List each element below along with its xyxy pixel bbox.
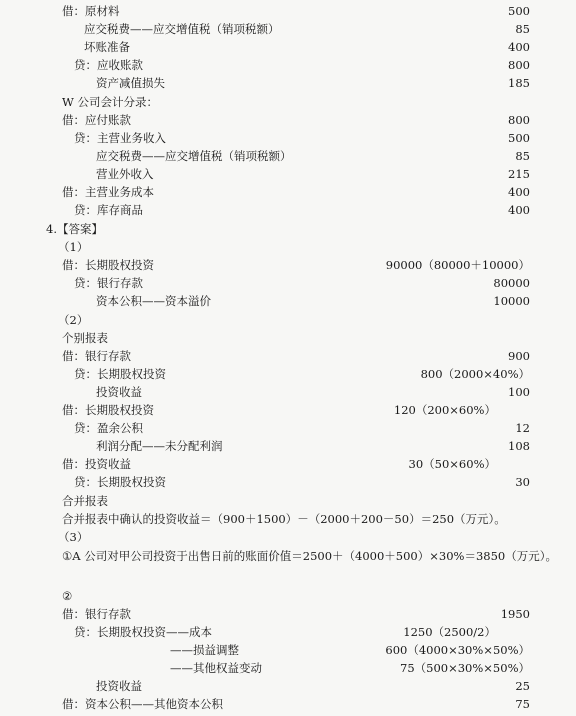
entry-text: 贷：长期股权投资 — [74, 367, 166, 381]
entry-line — [0, 74, 576, 92]
entry-text: 贷：盈余公积 — [74, 421, 143, 435]
entry-amount: 75（500×30%×50%） — [400, 661, 530, 675]
entry-text: 投资收益 — [96, 385, 142, 399]
entry-line — [0, 623, 576, 641]
entry-text: 借：资本公积——其他资本公积 — [62, 697, 223, 711]
entry-line — [0, 201, 576, 219]
entry-line — [0, 695, 576, 713]
entry-line — [0, 455, 576, 473]
entry-line — [0, 605, 576, 623]
entry-amount: 500 — [508, 4, 530, 18]
entry-text: （3） — [58, 530, 89, 544]
entry-line — [0, 401, 576, 419]
entry-text: ——损益调整 — [170, 643, 239, 657]
entry-amount: 75 — [515, 697, 530, 711]
entry-line — [0, 419, 576, 437]
entry-text: 4.【答案】 — [46, 222, 103, 236]
entry-amount: 12 — [515, 421, 530, 435]
entry-line — [0, 473, 576, 491]
entry-line — [0, 437, 576, 455]
entry-text: 应交税费——应交增值税（销项税额） — [96, 149, 292, 163]
calculation-line — [0, 510, 576, 528]
entry-amount: 30（50×60%） — [408, 457, 496, 471]
entry-amount: 600（4000×30%×50%） — [385, 643, 530, 657]
entry-text: 借：银行存款 — [62, 349, 131, 363]
entry-text: 贷：银行存款 — [74, 276, 143, 290]
entry-line — [0, 365, 576, 383]
entry-line — [0, 677, 576, 695]
entry-amount: 400 — [508, 203, 530, 217]
entry-amount: 900 — [508, 349, 530, 363]
entry-text: 资产减值损失 — [96, 76, 165, 90]
section-heading — [0, 492, 576, 510]
entry-line — [0, 347, 576, 365]
entry-line — [0, 641, 576, 659]
entry-line — [0, 56, 576, 74]
section-heading — [0, 93, 576, 111]
entry-amount: 400 — [508, 40, 530, 54]
entry-text: 借：长期股权投资 — [62, 258, 154, 272]
entry-amount: 500 — [508, 131, 530, 145]
entry-amount: 800 — [508, 58, 530, 72]
entry-line — [0, 165, 576, 183]
entry-text: 贷：应收账款 — [74, 58, 143, 72]
entry-line — [0, 111, 576, 129]
entry-amount: 400 — [508, 185, 530, 199]
entry-text: 坏账准备 — [84, 40, 130, 54]
part-heading — [0, 528, 576, 546]
entry-text: （2） — [58, 313, 89, 327]
entry-text: ——其他权益变动 — [170, 661, 262, 675]
entry-amount: 85 — [515, 149, 530, 163]
entry-text: ② — [62, 589, 73, 603]
entry-text: 合并报表中确认的投资收益＝（900＋1500）－（2000＋200－50）＝250（万元）。 — [62, 512, 506, 526]
entry-amount: 108 — [508, 439, 530, 453]
entry-amount: 100 — [508, 385, 530, 399]
part-heading — [0, 238, 576, 256]
entry-amount: 90000（80000＋10000） — [385, 258, 530, 272]
entry-line — [0, 147, 576, 165]
entry-amount: 185 — [508, 76, 530, 90]
entry-text: 营业外收入 — [96, 167, 154, 181]
entry-text: 借：原材料 — [62, 4, 120, 18]
entry-amount: 85 — [515, 22, 530, 36]
part-heading — [0, 311, 576, 329]
entry-text: 合并报表 — [62, 494, 108, 508]
entry-text: 借：银行存款 — [62, 607, 131, 621]
entry-text: 个别报表 — [62, 331, 108, 345]
entry-amount: 800 — [508, 113, 530, 127]
entry-text: 贷：主营业务收入 — [74, 131, 166, 145]
entry-text: 借：主营业务成本 — [62, 185, 154, 199]
entry-text: 贷：长期股权投资 — [74, 475, 166, 489]
entry-amount: 80000 — [493, 276, 530, 290]
entry-line — [0, 659, 576, 677]
entry-amount: 215 — [508, 167, 530, 181]
entry-text: 投资收益 — [96, 679, 142, 693]
entry-text: 贷：长期股权投资——成本 — [74, 625, 212, 639]
entry-amount: 30 — [515, 475, 530, 489]
entry-text: W 公司会计分录： — [62, 95, 158, 109]
entry-line — [0, 38, 576, 56]
calculation-paragraph — [62, 546, 562, 566]
entry-amount: 10000 — [493, 294, 530, 308]
entry-line — [0, 183, 576, 201]
entry-amount: 800（2000×40%） — [420, 367, 530, 381]
entry-line — [0, 383, 576, 401]
entry-text: 利润分配——未分配利润 — [96, 439, 223, 453]
entry-line — [0, 2, 576, 20]
entry-text: 借：投资收益 — [62, 457, 131, 471]
entry-line — [0, 274, 576, 292]
entry-line — [0, 20, 576, 38]
entry-line — [0, 129, 576, 147]
part-heading — [0, 587, 576, 605]
answer-heading — [0, 220, 576, 238]
entry-text: ①A 公司对甲公司投资于出售日前的账面价值＝2500＋（4000＋500）×30%＝3850（万元）。 — [62, 549, 557, 563]
entry-text: 应交税费——应交增值税（销项税额） — [84, 22, 280, 36]
entry-text: 借：应付账款 — [62, 113, 131, 127]
entry-amount: 1950 — [500, 607, 530, 621]
section-heading — [0, 329, 576, 347]
entry-text: 资本公积——资本溢价 — [96, 294, 211, 308]
entry-amount: 1250（2500/2） — [403, 625, 496, 639]
entry-text: 贷：库存商品 — [74, 203, 143, 217]
entry-amount: 120（200×60%） — [393, 403, 496, 417]
entry-amount: 25 — [515, 679, 530, 693]
entry-text: （1） — [58, 240, 89, 254]
entry-line — [0, 292, 576, 310]
entry-text: 借：长期股权投资 — [62, 403, 154, 417]
entry-line — [0, 256, 576, 274]
